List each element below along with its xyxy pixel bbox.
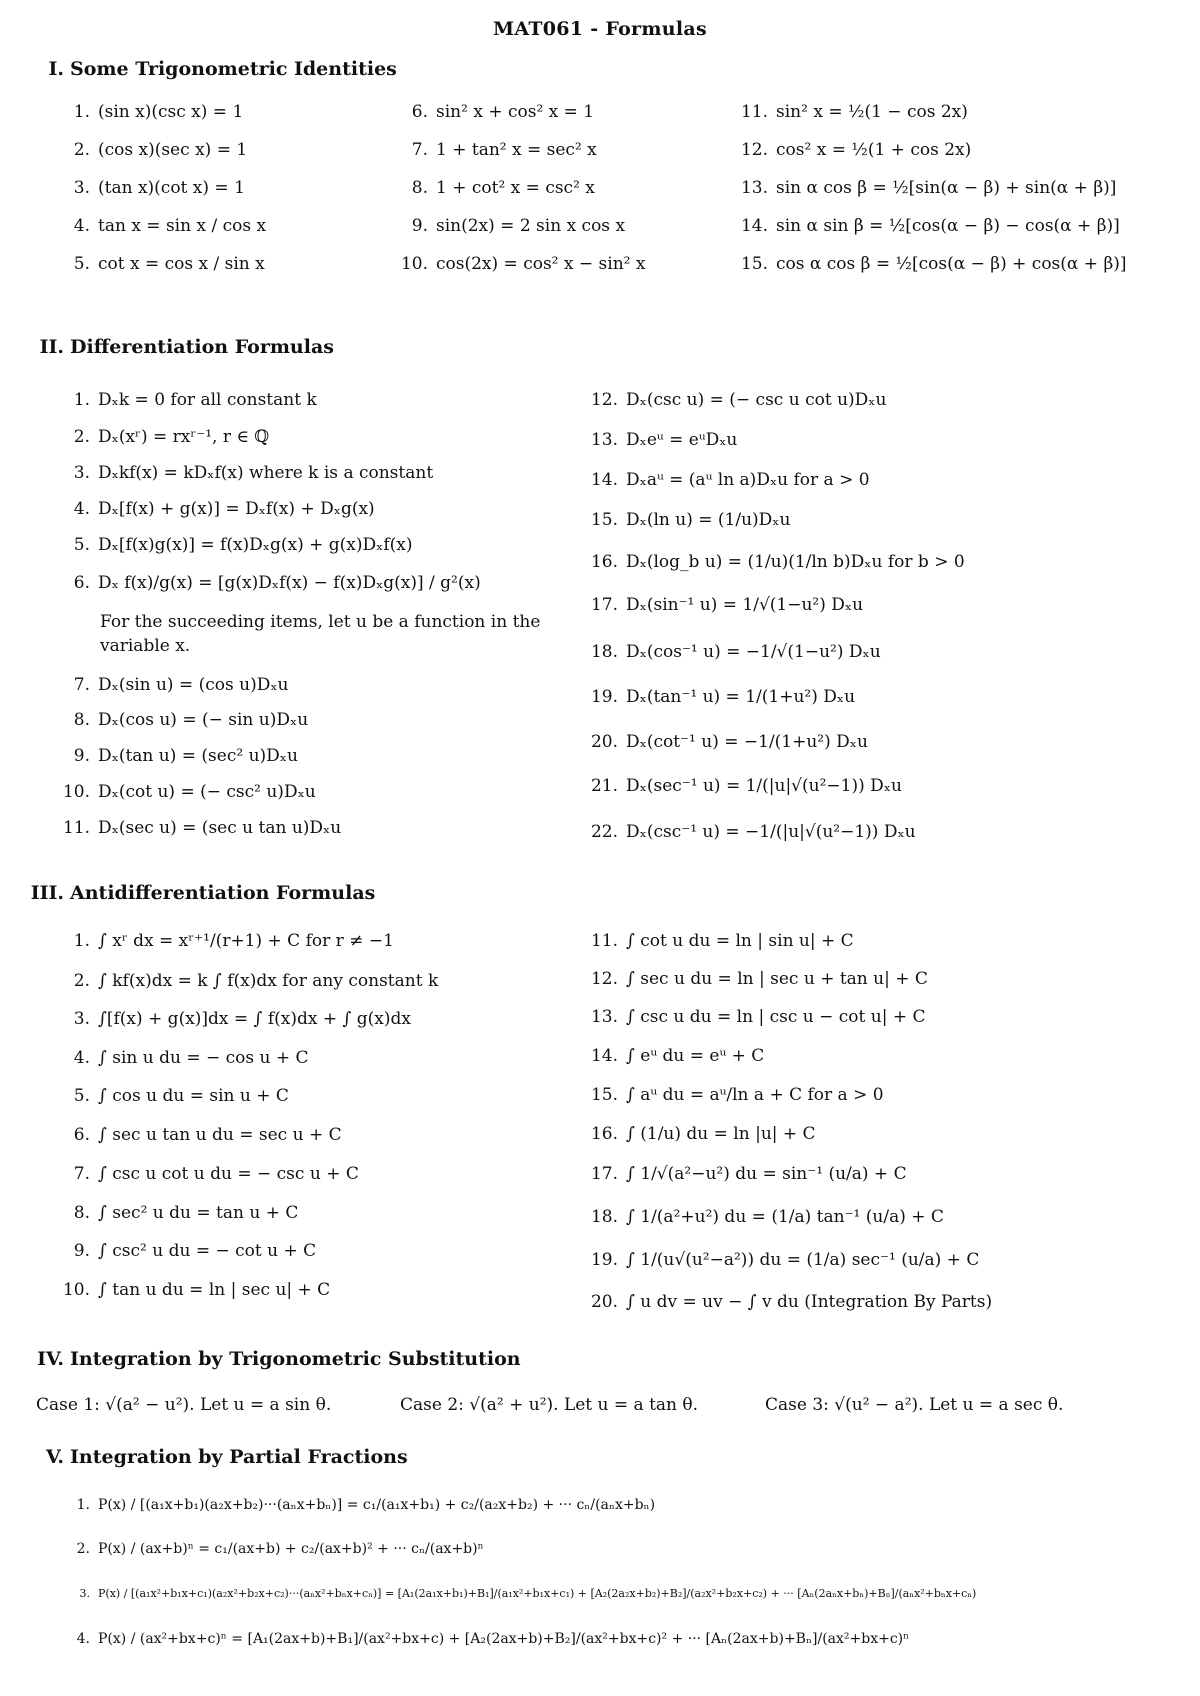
list-item: 3. P(x) / [(a₁x²+b₁x+c₁)(a₂x²+b₂x+c₂)···(aₙx²+bₙx+cₙ)] = [A₁(2a₁x+b₁)+B₁]/(a₁x²+b₁x+c₁) + [A₂(2a₂x+b₂)+B₂]/(a₂x²+b₂x+c₂) + ··· [Aₙ(2aₙx+bₙ)+Bₙ]/(aₙx²+bₙx+cₙ) [79,1587,977,1600]
list-item: 10. ∫ tan u du = ln | sec u| + C [62,1280,331,1300]
section-title: Differentiation Formulas [70,336,334,358]
list-item: 15. Dₓ(ln u) = (1/u)Dₓu [590,510,791,530]
list-item: 6. sin² x + cos² x = 1 [411,102,595,122]
list-item: 7. 1 + tan² x = sec² x [411,140,597,160]
list-item: 16. Dₓ(log_b u) = (1/u)(1/ln b)Dₓu for b > 0 [590,552,965,572]
list-item: 19. Dₓ(tan⁻¹ u) = 1/(1+u²) Dₓu [590,687,856,707]
list-item: 8. 1 + cot² x = csc² x [411,178,595,198]
list-item: 13. sin α cos β = ½[sin(α − β) + sin(α + β)] [740,178,1117,198]
list-item: 2. Dₓ(xʳ) = rxʳ⁻¹, r ∈ ℚ [73,427,270,447]
list-item: 11. ∫ cot u du = ln | sin u| + C [590,931,854,951]
list-item: 20. Dₓ(cot⁻¹ u) = −1/(1+u²) Dₓu [590,732,868,752]
list-item: 12. cos² x = ½(1 + cos 2x) [740,140,972,160]
list-item: 7. Dₓ(sin u) = (cos u)Dₓu [73,675,289,695]
list-item: 17. ∫ 1/√(a²−u²) du = sin⁻¹ (u/a) + C [590,1164,907,1184]
list-item: 4. ∫ sin u du = − cos u + C [73,1048,309,1068]
case-item: Case 1: √(a² − u²). Let u = a sin θ. [36,1395,332,1415]
section-title: Integration by Partial Fractions [70,1446,408,1468]
list-item: 20. ∫ u dv = uv − ∫ v du (Integration By Parts) [590,1292,993,1312]
list-item: 1. (sin x)(csc x) = 1 [73,102,244,122]
case-item: Case 2: √(a² + u²). Let u = a tan θ. [400,1395,699,1415]
list-item: 13. Dₓeᵘ = eᵘDₓu [590,430,738,450]
list-item: 2. (cos x)(sec x) = 1 [73,140,248,160]
section-title: Some Trigonometric Identities [70,58,397,80]
list-item: 1. Dₓk = 0 for all constant k [73,390,317,410]
section-heading-diff [30,336,334,358]
list-item: 6. ∫ sec u tan u du = sec u + C [73,1125,342,1145]
list-item: 10. cos(2x) = cos² x − sin² x [400,254,646,274]
section-number: I. [48,58,64,80]
list-item: 15. cos α cos β = ½[cos(α − β) + cos(α + β)] [740,254,1127,274]
page-title: MAT061 - Formulas [492,18,708,40]
list-item: 12. Dₓ(csc u) = (− csc u cot u)Dₓu [590,390,887,410]
list-item: 4. tan x = sin x / cos x [73,216,267,236]
list-item: 2. ∫ kf(x)dx = k ∫ f(x)dx for any constant k [73,971,439,991]
section-heading-anti [30,882,375,904]
list-item: 14. Dₓaᵘ = (aᵘ ln a)Dₓu for a > 0 [590,470,870,490]
list-item: 15. ∫ aᵘ du = aᵘ/ln a + C for a > 0 [590,1085,884,1105]
section-number: V. [45,1446,64,1468]
list-item: 11. Dₓ(sec u) = (sec u tan u)Dₓu [62,818,342,838]
section-number: III. [30,882,64,904]
list-item: 9. Dₓ(tan u) = (sec² u)Dₓu [73,746,298,766]
list-item: 13. ∫ csc u du = ln | csc u − cot u| + C [590,1007,926,1027]
list-item: 12. ∫ sec u du = ln | sec u + tan u| + C [590,969,928,989]
list-item: 4. P(x) / (ax²+bx+c)ⁿ = [A₁(2ax+b)+B₁]/(ax²+bx+c) + [A₂(2ax+b)+B₂]/(ax²+bx+c)² + ··· [Aₙ(2ax+b)+Bₙ]/(ax²+bx+c)ⁿ [76,1631,910,1647]
list-item: 21. Dₓ(sec⁻¹ u) = 1/(|u|√(u²−1)) Dₓu [590,776,902,796]
note-text: For the succeeding items, let u be a function in the variable x. [100,612,541,656]
case-item: Case 3: √(u² − a²). Let u = a sec θ. [765,1395,1064,1415]
list-item: 14. sin α sin β = ½[cos(α − β) − cos(α + β)] [740,216,1120,236]
section-heading-trig [30,58,397,80]
section-title: Integration by Trigonometric Substitution [70,1348,521,1370]
list-item: 14. ∫ eᵘ du = eᵘ + C [590,1046,765,1066]
list-item: 2. P(x) / (ax+b)ⁿ = c₁/(ax+b) + c₂/(ax+b)² + ··· cₙ/(ax+b)ⁿ [76,1541,484,1557]
list-item: 5. ∫ cos u du = sin u + C [73,1086,289,1106]
list-item: 5. Dₓ[f(x)g(x)] = f(x)Dₓg(x) + g(x)Dₓf(x) [73,535,413,555]
list-item: 18. ∫ 1/(a²+u²) du = (1/a) tan⁻¹ (u/a) + C [590,1207,944,1227]
list-item: 7. ∫ csc u cot u du = − csc u + C [73,1164,359,1184]
list-item: 3. (tan x)(cot x) = 1 [73,178,245,198]
section-number: IV. [37,1348,64,1370]
list-item: 8. ∫ sec² u du = tan u + C [73,1203,299,1223]
list-item: 9. sin(2x) = 2 sin x cos x [411,216,626,236]
list-item: 8. Dₓ(cos u) = (− sin u)Dₓu [73,710,309,730]
list-item: 22. Dₓ(csc⁻¹ u) = −1/(|u|√(u²−1)) Dₓu [590,822,916,842]
list-item: 17. Dₓ(sin⁻¹ u) = 1/√(1−u²) Dₓu [590,595,864,615]
section-heading-trigsub [30,1348,521,1370]
list-item: 10. Dₓ(cot u) = (− csc² u)Dₓu [62,782,316,802]
list-item: 3. Dₓkf(x) = kDₓf(x) where k is a constant [73,463,434,483]
list-item: 16. ∫ (1/u) du = ln |u| + C [590,1124,816,1144]
list-item: 11. sin² x = ½(1 − cos 2x) [740,102,968,122]
list-item: 1. P(x) / [(a₁x+b₁)(a₂x+b₂)···(aₙx+bₙ)] = c₁/(a₁x+b₁) + c₂/(a₂x+b₂) + ··· cₙ/(aₙx+bₙ) [76,1497,656,1513]
section-heading-partial [30,1446,408,1468]
list-item: 3. ∫[f(x) + g(x)]dx = ∫ f(x)dx + ∫ g(x)dx [73,1009,411,1029]
list-item: 4. Dₓ[f(x) + g(x)] = Dₓf(x) + Dₓg(x) [73,499,375,519]
list-item: 18. Dₓ(cos⁻¹ u) = −1/√(1−u²) Dₓu [590,642,881,662]
section-title: Antidifferentiation Formulas [70,882,376,904]
list-item: 5. cot x = cos x / sin x [73,254,265,274]
list-item: 9. ∫ csc² u du = − cot u + C [73,1241,317,1261]
list-item: 1. ∫ xʳ dx = xʳ⁺¹/(r+1) + C for r ≠ −1 [73,931,394,951]
list-item: 6. Dₓ f(x)/g(x) = [g(x)Dₓf(x) − f(x)Dₓg(x)] / g²(x) [73,573,481,593]
section-number: II. [39,336,64,358]
list-item: 19. ∫ 1/(u√(u²−a²)) du = (1/a) sec⁻¹ (u/a) + C [590,1250,980,1270]
